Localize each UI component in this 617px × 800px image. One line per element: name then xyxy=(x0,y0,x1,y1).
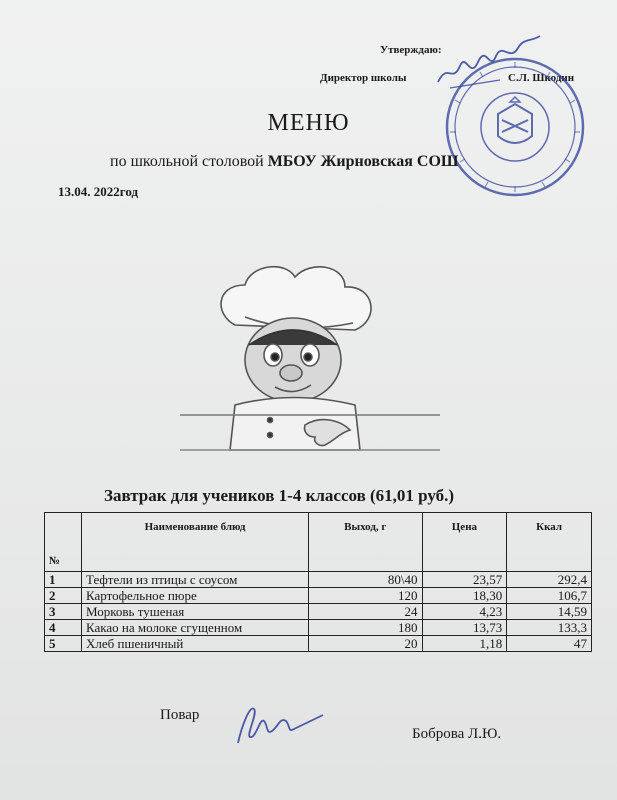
row-dish: Хлеб пшеничный xyxy=(82,636,309,652)
row-price: 18,30 xyxy=(422,588,507,604)
table-row xyxy=(45,604,592,620)
table-row xyxy=(45,572,592,588)
row-yield: 20 xyxy=(309,636,423,652)
director-label: Директор школы xyxy=(320,72,407,84)
row-yield: 80\40 xyxy=(309,572,423,588)
row-num: 5 xyxy=(45,636,82,652)
director-signature-icon xyxy=(430,22,550,102)
table-row xyxy=(45,636,592,652)
row-num: 4 xyxy=(45,620,82,636)
table-row xyxy=(45,620,592,636)
chef-illustration-icon xyxy=(175,255,445,470)
row-num: 3 xyxy=(45,604,82,620)
cook-name: Боброва Л.Ю. xyxy=(412,726,502,742)
table-row xyxy=(45,588,592,604)
breakfast-title: Завтрак для учеников 1-4 классов (61,01 руб.) xyxy=(104,486,455,505)
approve-label: Утверждаю: xyxy=(380,44,442,56)
header-kcal: Ккал xyxy=(507,513,592,572)
row-kcal: 47 xyxy=(507,636,592,652)
page-subtitle xyxy=(110,153,458,171)
page-title: МЕНЮ xyxy=(267,110,350,136)
row-kcal: 133,3 xyxy=(507,620,592,636)
row-yield: 120 xyxy=(309,588,423,604)
school-name: МБОУ Жирновская СОШ xyxy=(267,153,459,170)
menu-table xyxy=(44,512,592,652)
row-dish: Тефтели из птицы с соусом xyxy=(82,572,309,588)
cook-signature-icon xyxy=(228,695,328,751)
row-price: 13,73 xyxy=(422,620,507,636)
row-num: 2 xyxy=(45,588,82,604)
row-kcal: 292,4 xyxy=(507,572,592,588)
header-price: Цена xyxy=(422,513,507,572)
row-dish: Какао на молоке сгущенном xyxy=(82,620,309,636)
subtitle-prefix: по школьной столовой xyxy=(110,153,268,170)
row-yield: 24 xyxy=(309,604,423,620)
header-num: № xyxy=(45,513,82,572)
menu-date: 13.04. 2022год xyxy=(58,184,139,199)
header-yield: Выход, г xyxy=(309,513,423,572)
row-price: 4,23 xyxy=(422,604,507,620)
header-name: Наименование блюд xyxy=(82,513,309,572)
row-kcal: 106,7 xyxy=(507,588,592,604)
row-dish: Морковь тушеная xyxy=(82,604,309,620)
row-yield: 180 xyxy=(309,620,423,636)
row-price: 23,57 xyxy=(422,572,507,588)
row-dish: Картофельное пюре xyxy=(82,588,309,604)
row-price: 1,18 xyxy=(422,636,507,652)
row-kcal: 14,59 xyxy=(507,604,592,620)
table-header-row xyxy=(45,513,592,572)
cook-label: Повар xyxy=(160,707,200,723)
director-name: С.Л. Шкодин xyxy=(508,72,575,84)
row-num: 1 xyxy=(45,572,82,588)
